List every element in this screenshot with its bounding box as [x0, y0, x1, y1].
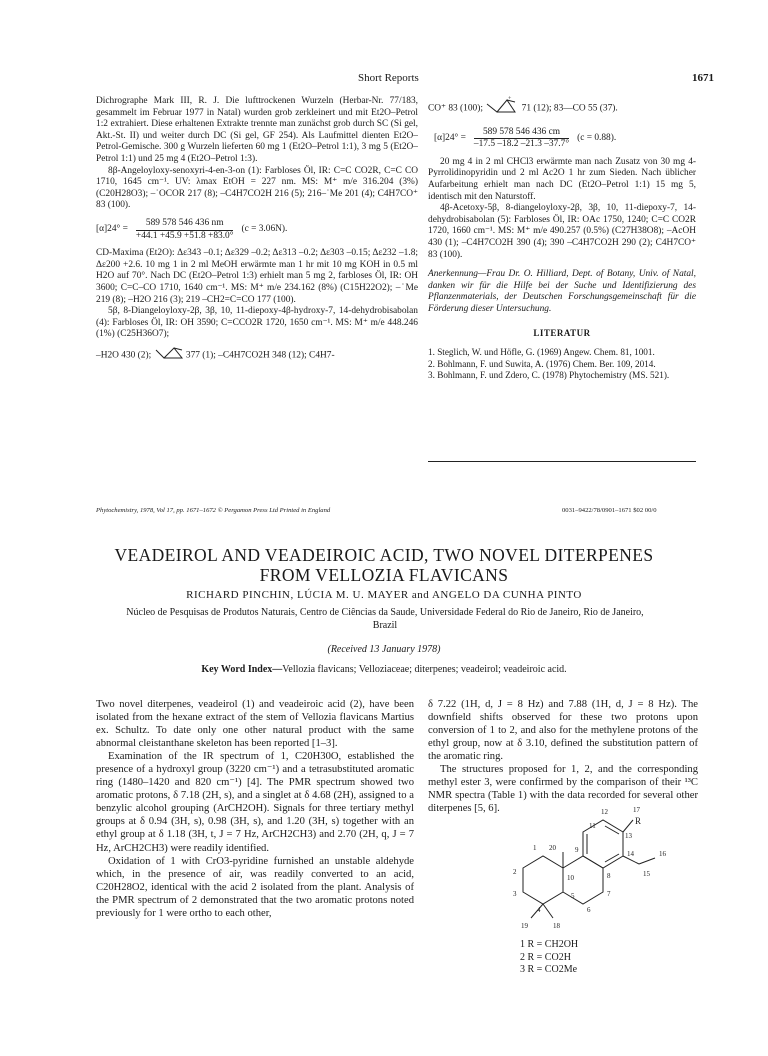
atom-label: R: [635, 816, 642, 826]
atom-label: 6: [587, 906, 591, 914]
article-title: VEADEIROL AND VEADEIROIC ACID, TWO NOVEL DITERPENES FROM VELLOZIA FLAVICANS: [114, 545, 654, 585]
prev-paragraph-ms: CO⁺ 83 (100); + 71 (12); 83—CO 55 (37).: [428, 96, 696, 121]
prev-paragraph: 4β-Acetoxy-5β, 8-diangeloyloxy-2β, 3β, 10, 11-diepoxy-7, 14-dehydrobisabolan (5): Farbloses Öl, IR: OAc 1750, 1240; C=C CO2R 1720, 1660 cm⁻¹. MS: M⁺ m/e 490.257 (0.5%) (C27H38O8); –AcOH 430 (1); –C4H7CO2H 390 (4); 390 –C4H7CO2H 290 (2); C4H7CO⁺ 83 (100).: [428, 203, 696, 260]
atom-label: 16: [659, 850, 666, 858]
prev-paragraph: 20 mg 4 in 2 ml CHCl3 erwärmte man nach Zusatz von 30 mg 4-Pyrrolidinopyridin und 2 ml Ac2O 1 hr zum Sieden. Nach üblicher Aufarbeitung erhielt man nach DC (Et2O–Petrol 1:1) 15 mg 5, identisch mit den Naturstoff.: [428, 156, 696, 202]
reference-item: 2. Bohlmann, F. und Suwita, A. (1976) Chem. Ber. 109, 2014.: [428, 358, 656, 369]
atom-label: 12: [601, 808, 608, 816]
journal-citation: Phytochemistry, 1978, Vol 17, pp. 1671–1672 © Pergamon Press Ltd Printed in England: [96, 507, 331, 514]
svg-text:+: +: [508, 96, 512, 102]
diterpene-structure-diagram: [509, 804, 709, 944]
atom-label: 7: [607, 890, 611, 898]
optical-rotation-2: [α]24° = $\frac{589 578 546 436 cm}{-17.5 -18.2 -21.3 -37.7^\circ}$ (c = 0.88).: [434, 126, 617, 150]
article-affiliation: Núcleo de Pesquisas de Produtos Naturais, Centro de Ciências da Saude, Universidade Federal do Rio de Janeiro, Rio de Janeiro, Brazil: [126, 607, 644, 631]
received-date: (Received 13 January 1978): [327, 644, 441, 655]
body-paragraph: δ 7.22 (1H, d, J = 8 Hz) and 7.88 (1H, d, J = 8 Hz). The downfield shifts observed for these two protons upon conversion of 1 to 2, and also for the methylene protons of the ethyl group, now at δ 3.10, defined the substitution pattern of the aromatic ring.: [428, 699, 698, 763]
atom-label: 10: [567, 874, 574, 882]
prev-paragraph: CD-Maxima (Et2O): Δε343 –0.1; Δε329 –0.2; Δε313 –0.2; Δε303 –0.15; Δε232 –1.8; Δε200 +2.6. 10 mg 1 in 2 ml MeOH erwärmte man 1 hr mit 10 mg KOH in 0.5 ml H2O auf 70°. Nach DC (Et2O–Petrol 1:3) erhielt man 5 mg 2, farbloses Öl, IR: OH 3600; C=C–CO 1710, 1640 cm⁻¹. MS: M⁺ m/e 234.162 (8%) (C15H22O2); –˙Me 219 (8); –H2O 216 (3); 219 –CH2=C=CO 177 (100).: [96, 248, 418, 305]
acknowledgement: Anerkennung—Frau Dr. O. Hilliard, Dept. of Botany, Univ. of Natal, danken wir für die Hilfe bei der Suche und Identifizierung des Pflanzenmaterials, der Deutschen Forschungsgemeinschaft für die Förderung dieser Untersuchung.: [428, 269, 696, 314]
divider-rule: [428, 461, 696, 462]
body-paragraph: Examination of the IR spectrum of 1, C20H30O, established the presence of a hydroxyl group (3220 cm⁻¹) and a tetrasubstituted aromatic ring (1480–1420 and 820 cm⁻¹) [4]. The PMR spectrum showed two aromatic protons, δ 7.18 (2H, s), and a singlet at δ 4.68 (2H), assigned to a benzylic alcohol grouping (ArCH2OH). Signals for three tertiary methyl groups at δ 0.94 (3H, s), 0.98 (3H, s), and 1.20 (3H, s) together with an ethyl group at δ 1.18 (3H, t, J = 7 Hz, ArCH2CH3) and 2.70 (2H, q, J = 7 Hz, ArCH2CH3) were readily identified.: [96, 751, 414, 854]
page-number: 1671: [692, 72, 714, 84]
atom-label: 4: [537, 906, 541, 914]
atom-label: 19: [521, 922, 528, 930]
body-paragraph: The structures proposed for 1, 2, and the corresponding methyl ester 3, were confirmed by the comparison of their ¹³C NMR spectra (Table 1) with the data recorded for several other diterpenes [5, 6].: [428, 764, 698, 815]
optical-rotation-1: [α]24° = $\frac{589 578 546 436 nm}{+44.1 +45.9 +51.8 +83.0^\circ}$ (c = 3.06N).: [96, 217, 288, 241]
body-paragraph: Two novel diterpenes, veadeirol (1) and veadeiroic acid (2), have been isolated from the hexane extract of the stem of Vellozia flavicans Martius ex. Schultz. To date only one other natural product with the same abnormal cleistanthane skeleton has been reported [1–3].: [96, 699, 414, 750]
atom-label: 8: [607, 872, 611, 880]
literature-heading: LITERATUR: [533, 327, 591, 338]
atom-label: 18: [553, 922, 560, 930]
reference-item: 3. Bohlmann, F. und Zdero, C. (1978) Phytochemistry (MS. 521).: [428, 369, 670, 380]
prev-paragraph: 8β-Angeloyloxy-senoxyri-4-en-3-on (1): Farbloses Öl, IR: C=C CO2R, C=C CO 1710, 1645 cm⁻¹. UV: λmax EtOH = 227 nm. MS: M⁺ m/e 316.204 (3%) (C20H28O3); –˙OCOR 217 (8); –C4H7CO2H 216 (5); 216–˙Me 201 (4); C4H7CO⁺ 83 (100).: [96, 165, 418, 211]
atom-label: 15: [643, 870, 650, 878]
prev-paragraph: Dichrographe Mark III, R. J. Die lufttrockenen Wurzeln (Herbar-Nr. 77/183, gesammelt im Februar 1977 in Natal) wurden grob zerkleinert und mit Et2O–Petrol 1:2 extrahiert. Diese erhaltenen Extrakte trennte man zunächst grob durch SC (Si gel, Akt.-St. II) und weiter durch DC (Si gel, GF 254). Als Laufmittel dienten Et2O–Petrol-Gemische. 300 g Wurzeln lieferten 60 mg 1 (Et2O–Petrol 1:1), 3 mg 5 (Et2O–Petrol 1:1) und 25 mg 4 (Et2O–Petrol 1:3).: [96, 96, 418, 164]
atom-label: 9: [575, 846, 579, 854]
atom-label: 1: [533, 844, 537, 852]
atom-label: 13: [625, 832, 632, 840]
prev-article-left-column: [96, 96, 418, 366]
r-group-list: [520, 939, 578, 977]
atom-label: 3: [513, 890, 517, 898]
body-left-column: [96, 698, 414, 920]
epoxide-cation-structure: [485, 96, 519, 121]
atom-label: 17: [633, 806, 640, 814]
r-group-item: 2 R = CO2H: [520, 951, 571, 963]
article-authors: RICHARD PINCHIN, LÚCIA M. U. MAYER and ANGELO DA CUNHA PINTO: [186, 589, 582, 601]
epoxide-fragment-structure: [154, 344, 184, 367]
running-header-section: Short Reports: [358, 72, 419, 84]
prev-paragraph: 5β, 8-Diangeloyloxy-2β, 3β, 10, 11-diepoxy-4β-hydroxy-7, 14-dehydrobisabolan (4): Farbloses Öl, IR: OH 3590; C=CCO2R 1720, 1650 cm⁻¹. MS: M⁺ m/e 448.246 (1%) (C25H36O7);: [96, 306, 418, 340]
atom-label: 5: [571, 892, 575, 900]
body-paragraph: Oxidation of 1 with CrO3-pyridine furnished an unstable aldehyde which, in the presence of air, was readily converted to an acid, C20H28O2, identical with the acid 2 isolated from the plant. Analysis of the PMR spectrum of 2 demonstrated that the two aromatic protons noted previously for 1 were ortho to each other,: [96, 855, 414, 919]
atom-label: 11: [589, 822, 596, 830]
atom-label: 20: [549, 844, 556, 852]
atom-label: 2: [513, 868, 517, 876]
keyword-index: Key Word Index—Vellozia flavicans; Velloziaceae; diterpenes; veadeirol; veadeiroic acid.: [201, 664, 567, 675]
reference-item: 1. Steglich, W. und Höfle, G. (1969) Angew. Chem. 81, 1001.: [428, 347, 655, 358]
r-group-item: 1 R = CH2OH: [520, 939, 579, 950]
body-right-column: [428, 698, 698, 815]
r-group-item: 3 R = CO2Me: [520, 964, 578, 975]
issn-code: 0031–9422/78/0901–1671 $02 00/0: [562, 507, 657, 514]
atom-label: 14: [627, 850, 634, 858]
prev-article-right-column: [428, 96, 696, 381]
prev-paragraph-epoxide: –H2O 430 (2); 377 (1); –C4H7CO2H 348 (12); C4H7-: [96, 344, 418, 367]
